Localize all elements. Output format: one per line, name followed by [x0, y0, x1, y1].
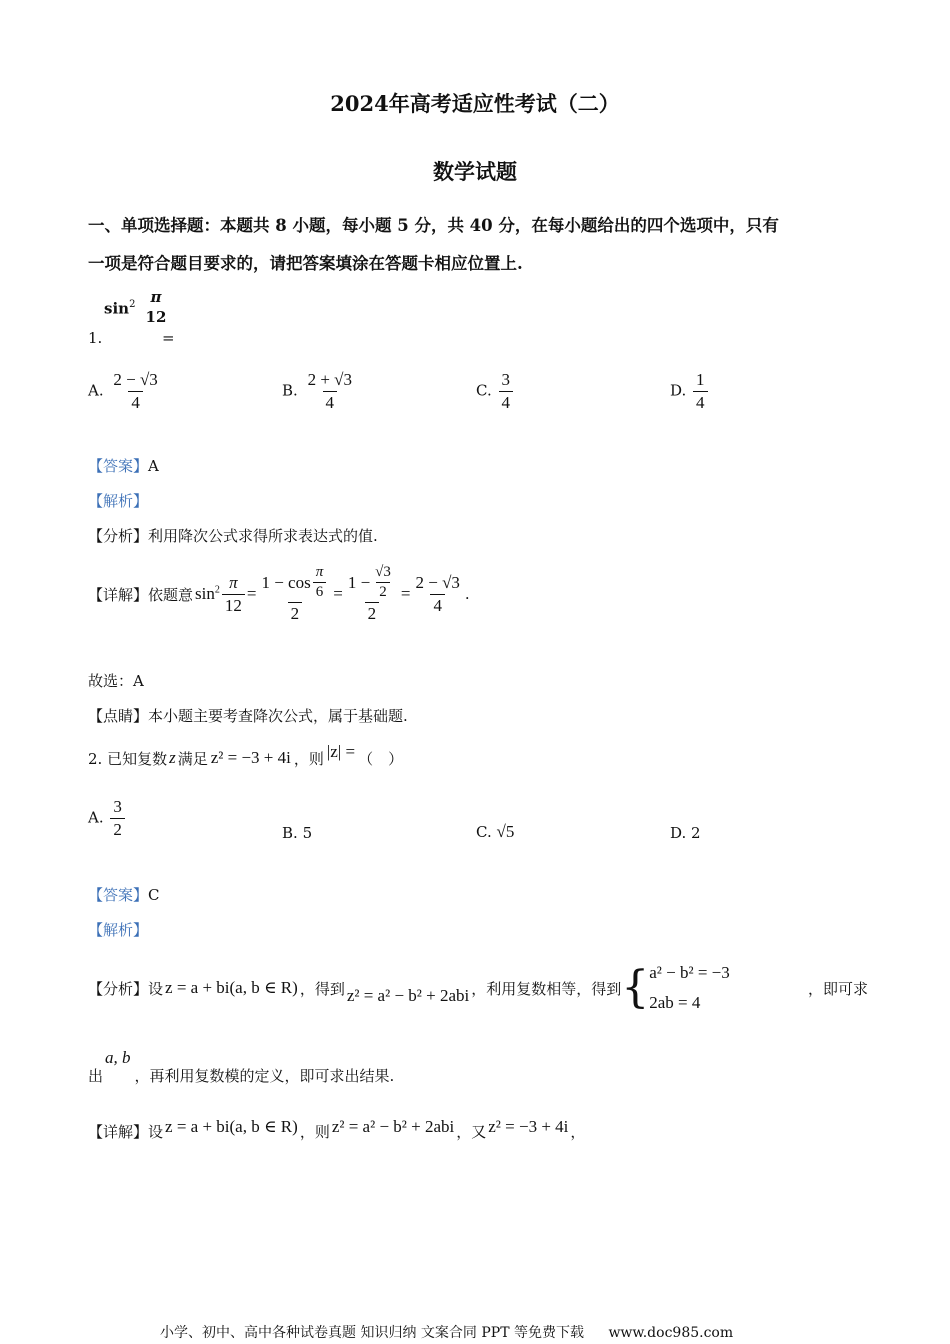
q2-option-a: A. $\frac{3}{2}$ [88, 797, 127, 840]
q1-stem-expression: $\sin^2$ π 12 [104, 288, 167, 326]
q2-fenxi: 【分析】 设 z = a + bi(a, b ∈ R) ，得到 z² = a² − b² + 2abi ，利用复数相等，得到 { a² − b² = −3 2ab = 4 ，即可求 [88, 962, 868, 1013]
q2-analysis-tag: 【解析】 [88, 921, 149, 939]
q1-option-b: B. $\frac{2 + √3}{4}$ [282, 370, 352, 412]
q1-number: 1. [88, 329, 103, 347]
q1-dianjing: 【点睛】本小题主要考查降次公式，属于基础题. [88, 707, 408, 725]
q2-answer: 【答案】C [88, 886, 160, 904]
section-heading-line2: 一项是符合题目要求的，请把答案填涂在答题卡相应位置上. [88, 254, 523, 273]
footer-text: 小学、初中、高中各种试卷真题 知识归纳 文案合同 PPT 等免费下载 [160, 1325, 584, 1341]
q2-option-d: D. 2 [670, 824, 701, 842]
page-subtitle: 数学试题 [433, 159, 517, 184]
q1-detail: 【详解】 依题意 $\sin^2$ $\frac{\pi}{12}$ = 1 − cos $\frac{\pi}{6}$ 2 = 1 − $\frac{√3}{2}$ 2 = $\frac{2 - √3}{4}$ . [88, 564, 470, 623]
q1-option-d: D. $\frac{1}{4}$ [670, 370, 710, 413]
q2-option-c: C. √5 [476, 822, 515, 841]
q2-option-b: B. 5 [282, 824, 313, 842]
footer-site-link[interactable]: www.doc985.com [608, 1325, 734, 1341]
q1-option-c: C. $\frac{3}{4}$ [476, 370, 515, 413]
page-title: 2024年高考适应性考试（二） [330, 91, 620, 116]
q2-detail: 【详解】 设 z = a + bi(a, b ∈ R) ，则 z² = a² − b² + 2abi ，又 z² = −3 + 4i ， [88, 1117, 586, 1141]
q1-answer: 【答案】A [88, 457, 159, 475]
q1-equals: = [162, 329, 175, 347]
q2-fenxi-cont: 出 a, b ，再利用复数模的定义，即可求出结果. [88, 1048, 395, 1085]
brace-symbol: { [621, 962, 650, 1013]
q1-choose: 故选：A [88, 672, 144, 690]
q1-option-a: A. $\frac{2 - √3}{4}$ [88, 370, 158, 412]
q1-analysis-tag: 【解析】 [88, 492, 149, 510]
footer [160, 1322, 733, 1342]
q2-stem: 2. 已知复数 z 满足 z² = −3 + 4i ，则 |z| = （ ） [88, 742, 404, 768]
section-heading-line1: 一、单项选择题：本题共 8 小题，每小题 5 分，共 40 分，在每小题给出的四个选项中，只有 [88, 216, 779, 235]
q1-fenxi: 【分析】利用降次公式求得所求表达式的值. [88, 527, 378, 545]
